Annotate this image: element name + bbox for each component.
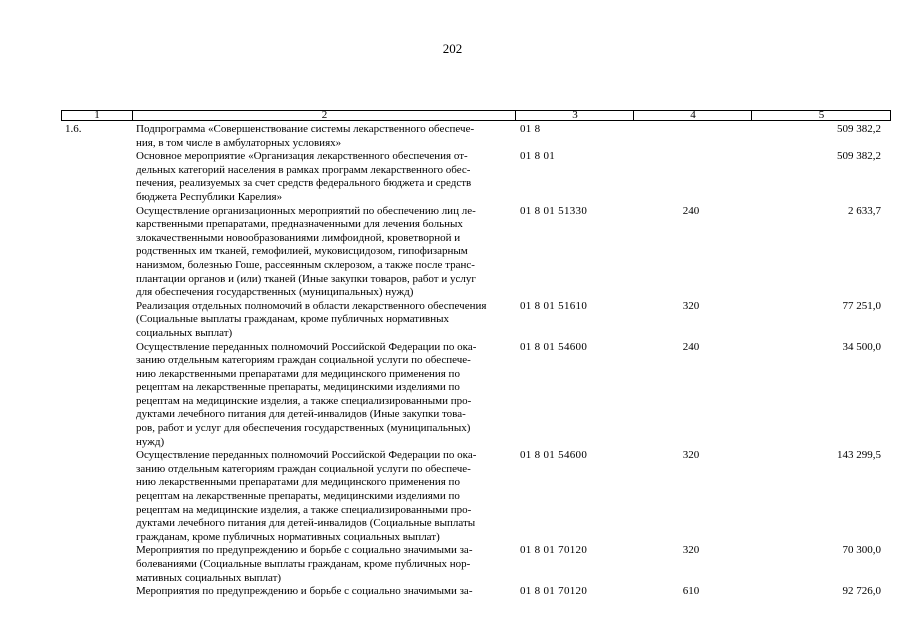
row-amount: 509 382,2	[837, 123, 881, 135]
table-row	[61, 585, 891, 599]
row-description: Реализация отдельных полномочий в области лекарственного обеспечения (Социальные выплаты гражданам, кроме публичных нормативных социальных выплат)	[136, 299, 487, 339]
row-code: 01 8 01 51610	[520, 299, 588, 312]
table-row	[61, 449, 891, 544]
row-amount: 2 633,7	[848, 204, 881, 217]
row-code: 01 8	[520, 123, 541, 135]
row-expense-type: 320	[682, 449, 700, 462]
row-expense-type: 320	[682, 299, 700, 312]
table-row	[61, 544, 891, 585]
row-description: Подпрограмма «Совершенствование системы лекарственного обеспече- ния, в том числе в амбулаторных условиях»	[136, 123, 475, 149]
row-expense-type: 320	[682, 544, 700, 557]
row-amount: 34 500,0	[842, 340, 881, 353]
row-code: 01 8 01	[520, 150, 556, 163]
row-description: Осуществление переданных полномочий Российской Федерации по ока- занию отдельным категориям граждан социальной услуги по обеспече- нию лекарственными препаратами для медицинского применения по рецептам на лекарственные препараты, медицинскими изделиями по рецептам на медицинские изделия, а также специализированными про- дуктами лечебного питания для детей-инвалидов (Иные закупки това- ров, работ и услуг для обеспечения государственных (муниципальных) нужд)	[136, 340, 477, 448]
row-number: 1.6.	[65, 123, 82, 135]
row-code: 01 8 01 54600	[520, 449, 588, 462]
row-amount: 92 726,0	[842, 585, 881, 598]
row-description: Осуществление переданных полномочий Российской Федерации по ока- занию отдельным категориям граждан социальной услуги по обеспече- нию лекарственными препаратами для медицинского применения по рецептам на лекарственные препараты, медицинскими изделиями по рецептам на медицинские изделия, а также специализированными про- дуктами лечебного питания для детей-инвалидов (Социальные выплаты гражданам, кроме публичных нормативных социальных выплат)	[136, 449, 477, 543]
row-amount: 77 251,0	[842, 299, 881, 312]
row-code: 01 8 01 70120	[520, 585, 588, 598]
row-amount: 70 300,0	[842, 544, 881, 557]
table-body	[61, 123, 891, 599]
table-row	[61, 123, 891, 150]
row-expense-type: 240	[682, 204, 700, 217]
table-header	[61, 110, 891, 121]
row-description: Осуществление организационных мероприятий по обеспечению лиц ле- карственными препаратами, предназначенными для лечения больных злокачественными новообразованиями лимфоидной, кроветворной и родственных им тканей, гемофилией, муковисцидозом, гипофизарным нанизмом, болезнью Гоше, рассеянным склерозом, а также после транс- плантации органов и (или) тканей (Иные закупки товаров, работ и услуг для обеспечения государственных (муниципальных) нужд)	[136, 204, 476, 299]
table-row	[61, 150, 891, 204]
row-code: 01 8 01 51330	[520, 204, 588, 217]
column-header-5: 5	[751, 111, 891, 120]
row-amount: 509 382,2	[837, 150, 881, 163]
row-code: 01 8 01 70120	[520, 544, 588, 557]
column-header-4: 4	[633, 111, 752, 120]
page-number: 202	[442, 41, 463, 56]
row-expense-type: 610	[682, 585, 700, 598]
table-row	[61, 205, 891, 300]
column-header-3: 3	[515, 111, 634, 120]
row-description: Мероприятия по предупреждению и борьбе с социально значимыми за-	[136, 585, 473, 598]
table-row	[61, 300, 891, 341]
row-amount: 143 299,5	[837, 449, 881, 462]
row-description: Мероприятия по предупреждению и борьбе с социально значимыми за- болеваниями (Социальные выплаты гражданам, кроме публичных нор- мативных социальных выплат)	[136, 544, 473, 584]
table-row	[61, 341, 891, 450]
row-code: 01 8 01 54600	[520, 340, 588, 353]
row-expense-type: 240	[682, 340, 700, 353]
row-description: Основное мероприятие «Организация лекарственного обеспечения от- дельных категорий населения в рамках программ лекарственного обес- печения, реализуемых за счет средств федерального бюджета и средств бюджета Республики Карелия»	[136, 150, 472, 203]
column-header-1: 1	[94, 109, 100, 121]
column-header-2: 2	[132, 111, 516, 120]
